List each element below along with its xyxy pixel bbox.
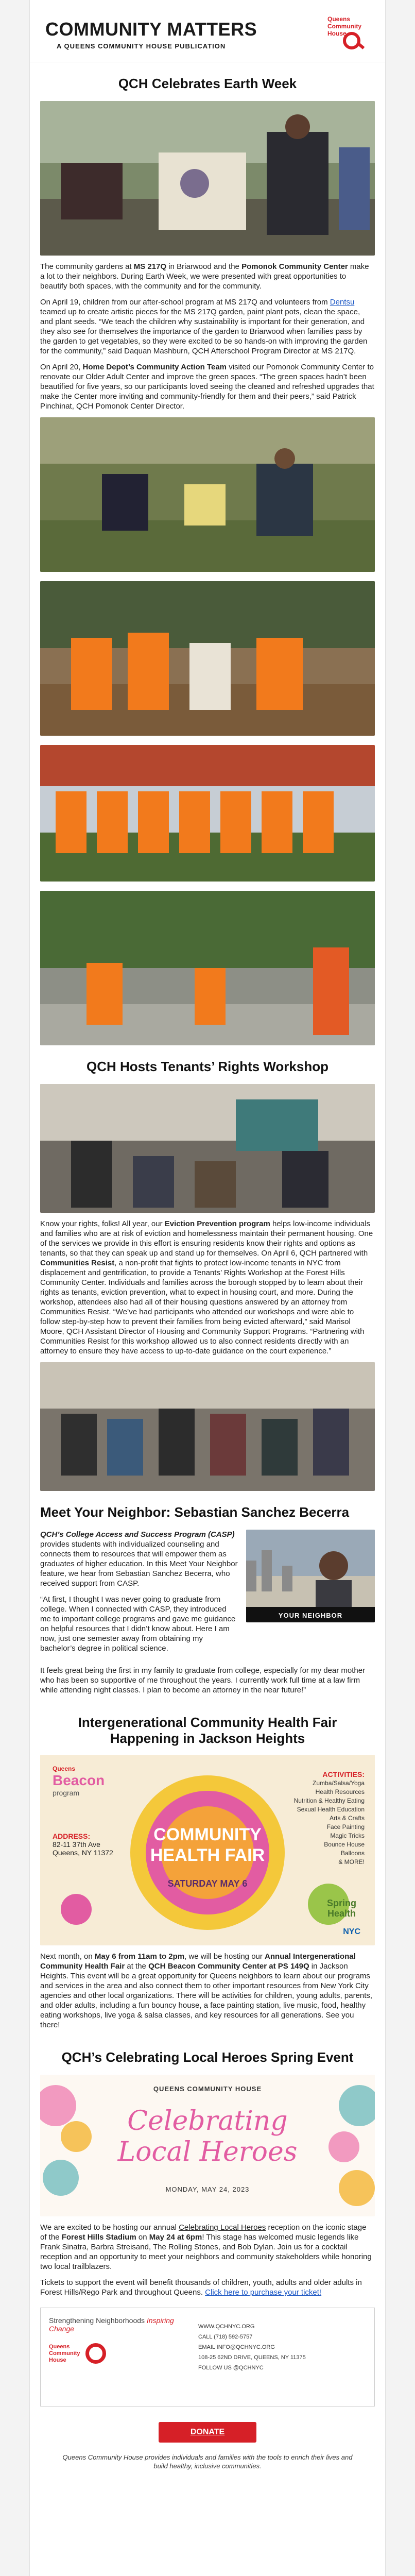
qch-logo[interactable] (327, 13, 374, 55)
neighbor-photo (246, 1530, 375, 1622)
contact-tagline-2: Inspiring Change (49, 2316, 174, 2333)
health-fair-flyer[interactable] (40, 1755, 375, 1945)
heroes-flyer[interactable] (40, 2075, 375, 2216)
contact-card-left (41, 2308, 190, 2406)
earth-week-paragraph-1: The community gardens at MS 217Q in Briarwood and the Pomonok Community Center make a lot to their neighbors. During Earth Week, we were presented with great opportunities to beautify both spaces, with the community and for the community. (40, 262, 369, 291)
spring-health-logo: Spring Health (327, 1898, 356, 1919)
q-logo-icon (85, 2343, 106, 2364)
tenants-photo-2 (40, 1362, 375, 1491)
contact-social[interactable]: FOLLOW US @QCHNYC (198, 2365, 264, 2371)
tenants-heading: QCH Hosts Tenants’ Rights Workshop (87, 1059, 328, 1074)
qch-logo-text: Queens Community House (327, 15, 361, 37)
earth-week-photo-5 (40, 891, 375, 1045)
contact-phone[interactable]: CALL (718) 592-5757 (198, 2334, 253, 2340)
nyc-logo: NYC (343, 1927, 360, 1936)
beacon-logo: Queens Beacon program (53, 1765, 105, 1797)
contact-email[interactable]: EMAIL INFO@QCHNYC.ORG (198, 2344, 275, 2350)
heroes-paragraph-2: Tickets to support the event will benefit thousands of children, youth, adults and older adults in Forest Hills/Rego Park and throughout Queens. Click here to purchase your ticket! (40, 2278, 362, 2297)
newsletter-page (29, 0, 386, 2576)
health-fair-heading: Intergenerational Community Health Fair Happening in Jackson Heights (78, 1715, 337, 1746)
q-logo-tail (357, 42, 365, 49)
tenants-paragraph: Know your rights, folks! All year, our Eviction Prevention program helps low-income individuals and families who are at risk of eviction and homelessness maintain their permanent housing. One of the services we provide in this effort is ensuring residents know their rights and options as tenants, so that they can speak up and stand up for themselves. On April 6, QCH partnered with Communities Resist, a non-profit that fights to protect low-income tenants in NYC from displacement and gentrification, to provide a Tenants’ Rights Workshop at the Forest Hills Community Center. Individuals and families across the borough stopped by to learn about their rights as tenants, eviction prevention, what to expect in housing court, and more. During the workshop, attendees also had all of their housing questions answered by an attorney from Communities Resist. “We’ve had participants who attended our workshops and were able to follow step-by-step how to prevent their families from being evicted afterward,” said Marisol Moore, QCH Assistant Director of Housing and Community Support Programs. “Partnering with Communities Resist for this workshop allowed us to also connect residents directly with an attorney to ensure they have access to up-to-date guidance on the court experience.” (40, 1219, 373, 1355)
contact-address: 108-25 62ND DRIVE, QUEENS, NY 11375 (198, 2354, 306, 2361)
neighbor-heading: Meet Your Neighbor: Sebastian Sanchez Becerra (40, 1504, 350, 1520)
earth-week-photo-4 (40, 745, 375, 882)
earth-week-photo-2 (40, 417, 375, 572)
contact-list (190, 2308, 374, 2406)
health-fair-flyer-date: SATURDAY MAY 6 (167, 1878, 248, 1889)
newsletter-header (30, 0, 385, 62)
heroes-flyer-date: MONDAY, MAY 24, 2023 (165, 2185, 250, 2193)
neighbor-intro (40, 1530, 375, 1659)
purchase-ticket-link[interactable]: Click here to purchase your ticket! (205, 2288, 322, 2297)
contact-tagline: Strengthening Neighborhoods (49, 2316, 145, 2325)
dentsu-link[interactable]: Dentsu (330, 298, 355, 307)
heroes-paragraph-1: We are excited to be hosting our annual Celebrating Local Heroes reception on the iconic stage of the Forest Hills Stadium on May 24 at 6pm! This stage has welcomed music legends like Frank Sinatra, Barbra Streisand, The Rolling Stones, and Bob Dylan. Join us for a cocktail reception and an opportunity to meet your neighbors and community stakeholders while honoring two local trailblazers. (40, 2223, 372, 2271)
health-fair-flyer-title: COMMUNITY HEALTH FAIR (150, 1825, 265, 1865)
contact-card (40, 2308, 375, 2406)
donate-button[interactable]: DONATE (159, 2422, 256, 2443)
newsletter-title: COMMUNITY MATTERS (45, 19, 257, 40)
neighbor-paragraph-3: It feels great being the first in my family to graduate from college, especially for my dear mother who has been so supportive of me throughout the years. I currently work full time at a law firm while attending night classes. I plan to become an attorney in the near future!” (40, 1666, 366, 1694)
contact-website[interactable]: WWW.QCHNYC.ORG (198, 2324, 255, 2330)
heroes-flyer-title: Celebrating Local Heroes (117, 2106, 298, 2167)
earth-week-paragraph-2: On April 19, children from our after-school program at MS 217Q and volunteers from Dentsu teamed up to create artistic pieces for the MS 217Q garden, paint plant pots, clean the space, and plant seeds. “We teach the children why sustainability is important for their generation, and they also see for themselves the importance of the garden to Briarwood when families pass by the garden to get vegetables, so they were excited to be so hands-on with improving the garden for the community,” said Daquan Mashburn, QCH Afterschool Program Director at MS 217Q. (40, 298, 368, 355)
heroes-flyer-org: QUEENS COMMUNITY HOUSE (153, 2085, 262, 2093)
tenants-photo-1 (40, 1084, 375, 1213)
earth-week-photo-3 (40, 581, 375, 736)
newsletter-subtitle: A QUEENS COMMUNITY HOUSE PUBLICATION (57, 42, 226, 50)
neighbor-photo-caption: YOUR NEIGHBOR (278, 1612, 343, 1619)
earth-week-photo-1 (40, 101, 375, 256)
heroes-heading: QCH’s Celebrating Local Heroes Spring Event (61, 2049, 354, 2065)
neighbor-paragraph-1: QCH’s College Access and Success Program (CASP) provides students with individualized counseling and connects them to resources that will empower them as graduates of higher education. In this Meet Your Neighbor feature, we hear from Sebastian Sanchez Becerra, who received support from CASP. (40, 1530, 238, 1588)
q-logo-icon (343, 32, 360, 49)
footer-note: Queens Community House provides individuals and families with the tools to enrich their lives and build healthy, inclusive communities. (62, 2453, 353, 2470)
health-fair-address: ADDRESS: 82-11 37th Ave Queens, NY 11372 (53, 1832, 113, 1857)
health-fair-paragraph: Next month, on May 6 from 11am to 2pm, we will be hosting our Annual Intergenerational Community Health Fair at the QCH Beacon Community Center at PS 149Q in Jackson Heights. This event will be a great opportunity for Queens neighbors to learn about our programs and services in the area and also connect them to other important resources from New York City agencies and other local organizations. There will be activities for children, young adults, parents, and older adults, including a fun bouncy house, a face painting station, live music, food, healthy eating workshops, live yoga & salsa classes, and key resources for all generations. See you there! (40, 1952, 373, 2029)
health-fair-activities: ACTIVITIES: Zumba/Salsa/Yoga Health Resources Nutrition & Healthy Eating Sexual Health Education Arts & Crafts Face Painting Magic Tricks Bounce House Balloons & MORE! (293, 1770, 365, 1866)
neighbor-paragraph-2: “At first, I thought I was never going to graduate from college. When I connected with CASP, they introduced me to important college programs and gave me guidance on helpful resources that I didn’t know about. Here I am now, just one semester away from obtaining my bachelor’s degree in political science. (40, 1595, 236, 1653)
earth-week-paragraph-3: On April 20, Home Depot’s Community Action Team visited our Pomonok Community Center to renovate our Older Adult Center and improve the green spaces. “The green spaces hadn’t been beautified for five years, so our participants loved seeing the cleaned and refreshed upgrades that make the Center more inviting and community-friendly for them and their peers,” said Patrick Pinchinat, QCH Pomonok Center Director. (40, 363, 374, 411)
earth-week-heading: QCH Celebrates Earth Week (118, 76, 297, 91)
contact-card-logo: Queens Community House (49, 2343, 182, 2364)
